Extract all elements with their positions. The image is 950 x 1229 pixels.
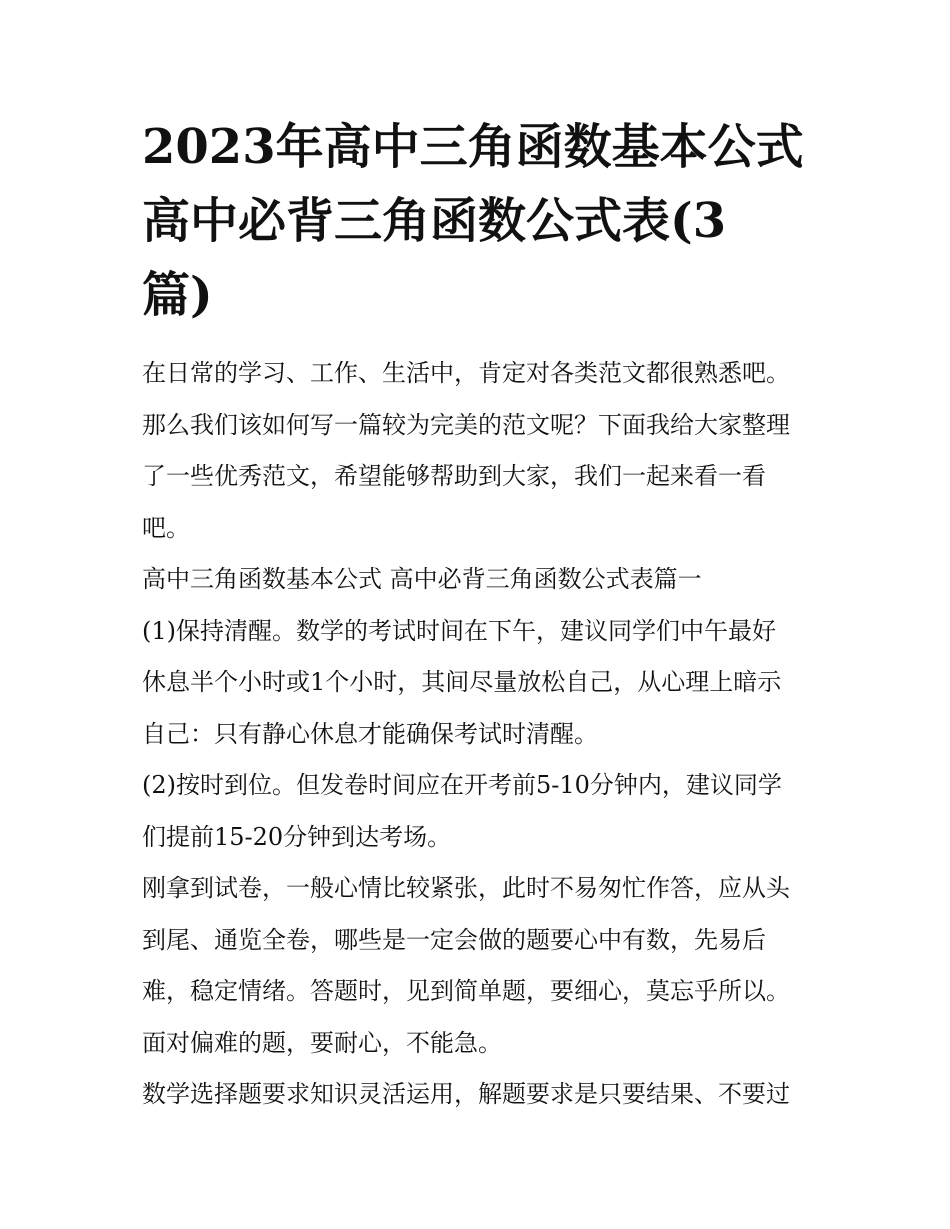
body-line: 自己：只有静心休息才能确保考试时清醒。 <box>142 719 598 748</box>
body-line: (1)保持清醒。数学的考试时间在下午，建议同学们中午最好 <box>142 616 776 645</box>
body-line: 了一些优秀范文，希望能够帮助到大家，我们一起来看一看 <box>142 462 766 490</box>
body-line: 数学选择题要求知识灵活运用，解题要求是只要结果、不要过 <box>142 1080 790 1108</box>
body-line: 那么我们该如何写一篇较为完美的范文呢？下面我给大家整理 <box>142 410 790 439</box>
body-line: 到尾、通览全卷，哪些是一定会做的题要心中有数，先易后 <box>142 925 766 954</box>
body-line: 难，稳定情绪。答题时，见到简单题，要细心，莫忘乎所以。 <box>142 977 790 1005</box>
body-line: 刚拿到试卷，一般心情比较紧张，此时不易匆忙作答，应从头 <box>142 874 790 902</box>
document-body <box>142 348 814 1121</box>
title-line-3: 篇) <box>142 267 213 323</box>
document-title <box>142 110 814 332</box>
body-line: 们提前15-20分钟到达考场。 <box>142 822 452 851</box>
title-line-1: 2023年高中三角函数基本公式 <box>142 119 804 175</box>
title-line-2: 高中必背三角函数公式表(3 <box>142 193 727 249</box>
body-line: (2)按时到位。但发卷时间应在开考前5-10分钟内，建议同学 <box>142 771 782 799</box>
body-line: 在日常的学习、工作、生活中，肯定对各类范文都很熟悉吧。 <box>142 359 790 387</box>
document-content <box>142 110 814 1121</box>
body-line: 面对偏难的题，要耐心，不能急。 <box>142 1028 502 1057</box>
section-heading: 高中三角函数基本公式 高中必背三角函数公式表篇一 <box>142 565 702 593</box>
body-line: 休息半个小时或1个小时，其间尽量放松自己，从心理上暗示 <box>142 668 782 696</box>
body-line: 吧。 <box>142 513 190 542</box>
